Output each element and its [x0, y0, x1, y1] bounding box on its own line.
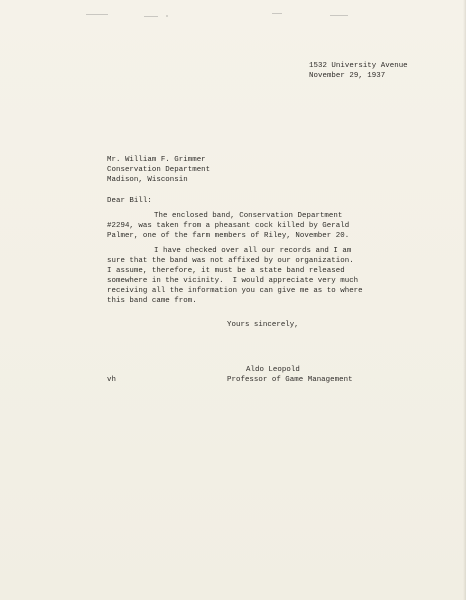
- body-line: #2294, was taken from a pheasant cock killed by Gerald: [107, 222, 350, 230]
- pencil-mark: [330, 15, 348, 16]
- pencil-mark: [144, 16, 158, 17]
- body-line: I have checked over all our records and I am: [154, 247, 352, 255]
- signature-name: Aldo Leopold: [246, 366, 300, 374]
- body-line: Palmer, one of the farm members of Riley, November 20.: [107, 232, 350, 240]
- body-line: this band came from.: [107, 297, 197, 305]
- recipient-department: Conservation Department: [107, 166, 211, 174]
- recipient-city: Madison, Wisconsin: [107, 176, 188, 184]
- signature-title: Professor of Game Management: [227, 376, 353, 384]
- recipient-name: Mr. William F. Grimmer: [107, 156, 206, 164]
- body-line: somewhere in the vicinity. I would appreciate very much: [107, 277, 359, 285]
- typist-initials: vh: [107, 376, 116, 384]
- pencil-mark: [166, 15, 168, 17]
- closing: Yours sincerely,: [227, 321, 299, 329]
- body-line: The enclosed band, Conservation Department: [154, 212, 343, 220]
- body-line: sure that the band was not affixed by our organization.: [107, 257, 354, 265]
- pencil-mark: [272, 13, 282, 14]
- letter-date: November 29, 1937: [309, 72, 386, 80]
- pencil-mark: [86, 14, 108, 15]
- sender-address: 1532 University Avenue: [309, 62, 408, 70]
- salutation: Dear Bill:: [107, 197, 152, 205]
- body-line: I assume, therefore, it must be a state band released: [107, 267, 345, 275]
- body-line: receiving all the information you can give me as to where: [107, 287, 363, 295]
